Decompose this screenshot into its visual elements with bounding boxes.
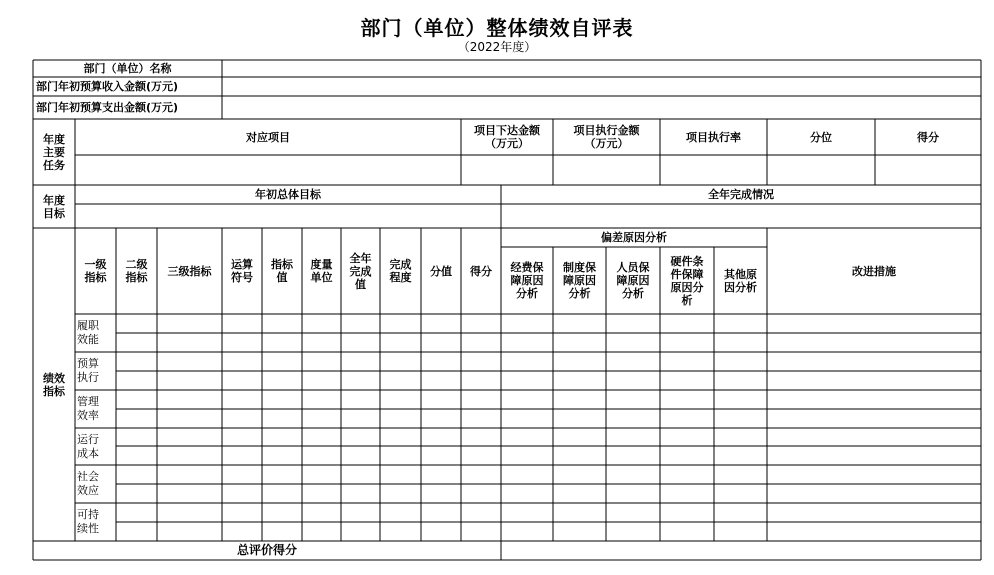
indicator-value-header: 指标 值	[271, 258, 293, 284]
indicator-cell[interactable]	[262, 409, 302, 428]
indicator-cell[interactable]	[714, 371, 767, 390]
indicator-cell[interactable]	[222, 465, 262, 484]
initial-goal-header: 年初总体目标	[255, 188, 321, 201]
project-executed-header: 项目执行金额 （万元）	[573, 124, 640, 150]
level1-item: 履职 效能	[77, 319, 99, 346]
level1-item: 可持 续性	[77, 508, 99, 535]
indicator-cell[interactable]	[116, 484, 157, 503]
indicator-cell[interactable]	[660, 465, 714, 484]
indicator-cell[interactable]	[767, 503, 981, 522]
indicator-cell[interactable]	[421, 352, 461, 371]
indicator-cell[interactable]	[767, 314, 981, 333]
indicator-cell[interactable]	[222, 352, 262, 371]
indicator-cell[interactable]	[606, 484, 660, 503]
indicator-cell[interactable]	[767, 371, 981, 390]
indicator-cell[interactable]	[341, 465, 380, 484]
annual-done-header: 全年 完成 值	[349, 251, 372, 291]
indicator-cell[interactable]	[380, 522, 421, 541]
indicator-cell[interactable]	[421, 503, 461, 522]
indicator-cell[interactable]	[461, 333, 501, 352]
unit-header: 度量 单位	[310, 258, 333, 284]
indicator-cell[interactable]	[606, 428, 660, 446]
indicator-cell[interactable]	[302, 465, 341, 484]
indicator-cell[interactable]	[660, 428, 714, 446]
indicator-cell[interactable]	[660, 390, 714, 409]
level1-item: 管理 效率	[77, 395, 99, 422]
indicator-cell[interactable]	[116, 352, 157, 371]
indicator-cell[interactable]	[553, 409, 606, 428]
annual-goal-label: 年度 目标	[43, 193, 65, 220]
weight-cell[interactable]	[767, 155, 875, 185]
indicator-cell[interactable]	[553, 314, 606, 333]
indicator-cell[interactable]	[262, 314, 302, 333]
initial-goal-value[interactable]	[75, 204, 501, 228]
indicator-cell[interactable]	[262, 333, 302, 352]
indicator-cell[interactable]	[341, 409, 380, 428]
indicator-cell[interactable]	[157, 333, 222, 352]
indicator-cell[interactable]	[660, 314, 714, 333]
indicator-cell[interactable]	[380, 390, 421, 409]
indicator-cell[interactable]	[606, 409, 660, 428]
indicator-cell[interactable]	[660, 352, 714, 371]
indicator-cell[interactable]	[714, 503, 767, 522]
indicator-cell[interactable]	[222, 446, 262, 465]
page-title: 部门（单位）整体绩效自评表	[360, 16, 634, 40]
indicator-cell[interactable]	[501, 465, 553, 484]
indicator-cell[interactable]	[714, 390, 767, 409]
indicator-cell[interactable]	[501, 352, 553, 371]
indicator-cell[interactable]	[302, 522, 341, 541]
indicator-cell[interactable]	[421, 333, 461, 352]
indicator-cell[interactable]	[341, 390, 380, 409]
indicator-cell[interactable]	[421, 465, 461, 484]
indicator-cell[interactable]	[767, 409, 981, 428]
indicator-cell[interactable]	[157, 522, 222, 541]
indicator-cell[interactable]	[461, 428, 501, 446]
indicator-cell[interactable]	[461, 484, 501, 503]
indicator-cell[interactable]	[302, 484, 341, 503]
indicator-cell[interactable]	[302, 390, 341, 409]
indicator-cell[interactable]	[222, 390, 262, 409]
score-cell[interactable]	[875, 155, 981, 185]
indicator-cell[interactable]	[714, 314, 767, 333]
indicator-cell[interactable]	[606, 522, 660, 541]
execution-rate-header: 项目执行率	[686, 130, 741, 144]
indicator-cell[interactable]	[262, 465, 302, 484]
project-allocated-header: 项目下达金额 （万元）	[474, 124, 540, 150]
indicator-cell[interactable]	[606, 371, 660, 390]
indicator-cell[interactable]	[714, 409, 767, 428]
indicator-cell[interactable]	[553, 390, 606, 409]
indicator-cell[interactable]	[553, 522, 606, 541]
level2-header: 二级 指标	[125, 258, 148, 284]
indicator-cell[interactable]	[157, 371, 222, 390]
got-score-header: 得分	[470, 264, 492, 278]
indicator-cell[interactable]	[606, 352, 660, 371]
dept-name-value[interactable]	[222, 60, 981, 77]
funding-reason-header: 经费保 障原因 分析	[510, 261, 544, 300]
dept-name-label: 部门（单位）名称	[83, 62, 172, 75]
indicator-cell[interactable]	[421, 446, 461, 465]
indicator-cell[interactable]	[380, 371, 421, 390]
indicator-cell[interactable]	[380, 409, 421, 428]
level3-header: 三级指标	[167, 264, 212, 278]
indicator-cell[interactable]	[660, 484, 714, 503]
indicator-cell[interactable]	[302, 314, 341, 333]
indicator-cell[interactable]	[767, 333, 981, 352]
indicator-cell[interactable]	[341, 503, 380, 522]
rate-cell[interactable]	[660, 155, 767, 185]
indicator-cell[interactable]	[767, 390, 981, 409]
indicator-cell[interactable]	[714, 446, 767, 465]
completion-value[interactable]	[501, 204, 981, 228]
indicator-cell[interactable]	[157, 390, 222, 409]
indicator-cell[interactable]	[606, 333, 660, 352]
indicator-cell[interactable]	[606, 446, 660, 465]
indicator-cell[interactable]	[606, 465, 660, 484]
indicator-cell[interactable]	[341, 428, 380, 446]
indicator-cell[interactable]	[461, 371, 501, 390]
other-reason-header: 其他原 因分析	[724, 267, 757, 294]
indicator-cell[interactable]	[116, 428, 157, 446]
completion-degree-header: 完成 程度	[389, 258, 412, 284]
indicator-cell[interactable]	[116, 314, 157, 333]
indicator-cell[interactable]	[553, 484, 606, 503]
indicator-cell[interactable]	[262, 390, 302, 409]
indicator-cell[interactable]	[606, 390, 660, 409]
indicator-cell[interactable]	[501, 446, 553, 465]
indicator-cell[interactable]	[380, 484, 421, 503]
weight-header: 分值	[430, 264, 452, 278]
indicator-cell[interactable]	[421, 522, 461, 541]
indicator-cell[interactable]	[262, 352, 302, 371]
indicator-cell[interactable]	[553, 446, 606, 465]
staff-reason-header: 人员保 障原因 分析	[616, 261, 650, 300]
indicator-cell[interactable]	[302, 428, 341, 446]
indicator-cell[interactable]	[302, 409, 341, 428]
indicator-cell[interactable]	[341, 522, 380, 541]
indicator-cell[interactable]	[714, 428, 767, 446]
improvement-header: 改进措施	[852, 264, 896, 278]
indicator-cell[interactable]	[461, 465, 501, 484]
score-weight-header: 分位	[810, 130, 832, 144]
indicator-cell[interactable]	[157, 314, 222, 333]
indicator-cell[interactable]	[380, 333, 421, 352]
indicator-cell[interactable]	[380, 352, 421, 371]
indicator-cell[interactable]	[553, 352, 606, 371]
indicator-cell[interactable]	[380, 428, 421, 446]
indicator-cell[interactable]	[157, 484, 222, 503]
indicator-cell[interactable]	[461, 522, 501, 541]
indicator-cell[interactable]	[767, 446, 981, 465]
indicator-cell[interactable]	[501, 333, 553, 352]
indicator-cell[interactable]	[341, 484, 380, 503]
indicator-cell[interactable]	[222, 314, 262, 333]
indicator-cell[interactable]	[714, 465, 767, 484]
indicator-cell[interactable]	[660, 446, 714, 465]
expense-budget-label: 部门年初预算支出金额(万元)	[36, 101, 179, 114]
indicator-cell[interactable]	[501, 314, 553, 333]
indicator-cell[interactable]	[262, 484, 302, 503]
indicator-cell[interactable]	[767, 352, 981, 371]
indicator-cell[interactable]	[116, 371, 157, 390]
level1-header: 一级 指标	[84, 258, 107, 284]
indicator-cell[interactable]	[501, 428, 553, 446]
indicator-cell[interactable]	[222, 333, 262, 352]
indicator-cell[interactable]	[461, 314, 501, 333]
indicator-cell[interactable]	[262, 446, 302, 465]
indicator-cell[interactable]	[157, 465, 222, 484]
indicator-cell[interactable]	[714, 352, 767, 371]
indicator-cell[interactable]	[222, 371, 262, 390]
indicator-cell[interactable]	[606, 503, 660, 522]
project-cell[interactable]	[75, 155, 461, 185]
indicator-cell[interactable]	[302, 503, 341, 522]
indicator-cell[interactable]	[461, 503, 501, 522]
hardware-reason-header: 硬件条 件保障 原因分 析	[670, 254, 704, 307]
page-subtitle: （2022年度）	[457, 40, 537, 54]
total-score-label: 总评价得分	[236, 543, 297, 557]
total-score-value[interactable]	[501, 541, 981, 560]
indicator-cell[interactable]	[660, 371, 714, 390]
indicator-cell[interactable]	[262, 428, 302, 446]
annual-task-label: 年度 主要 任务	[43, 132, 65, 172]
indicator-cell[interactable]	[341, 314, 380, 333]
executed-cell[interactable]	[553, 155, 660, 185]
system-reason-header: 制度保 障原因 分析	[563, 261, 596, 300]
project-header: 对应项目	[246, 130, 290, 144]
indicator-cell[interactable]	[421, 409, 461, 428]
expense-budget-value[interactable]	[222, 96, 981, 119]
indicator-cell[interactable]	[341, 352, 380, 371]
indicator-cell[interactable]	[157, 428, 222, 446]
indicator-cell[interactable]	[421, 371, 461, 390]
indicator-cell[interactable]	[222, 484, 262, 503]
level1-item: 预算 执行	[77, 357, 99, 384]
indicator-cell[interactable]	[421, 484, 461, 503]
indicator-cell[interactable]	[222, 428, 262, 446]
indicator-cell[interactable]	[501, 409, 553, 428]
indicator-cell[interactable]	[222, 522, 262, 541]
indicator-cell[interactable]	[116, 390, 157, 409]
indicator-cell[interactable]	[553, 503, 606, 522]
indicator-cell[interactable]	[767, 484, 981, 503]
indicator-cell[interactable]	[660, 503, 714, 522]
indicator-cell[interactable]	[767, 428, 981, 446]
indicator-cell[interactable]	[714, 522, 767, 541]
income-budget-label: 部门年初预算收入金额(万元)	[36, 80, 179, 93]
indicator-cell[interactable]	[157, 409, 222, 428]
indicator-cell[interactable]	[262, 503, 302, 522]
indicator-cell[interactable]	[461, 446, 501, 465]
indicator-cell[interactable]	[461, 352, 501, 371]
indicator-cell[interactable]	[660, 522, 714, 541]
indicator-cell[interactable]	[116, 465, 157, 484]
allocated-cell[interactable]	[461, 155, 553, 185]
indicator-cell[interactable]	[380, 446, 421, 465]
score-header: 得分	[917, 130, 939, 144]
indicator-cell[interactable]	[501, 390, 553, 409]
indicator-cell[interactable]	[501, 522, 553, 541]
indicator-cell[interactable]	[262, 371, 302, 390]
indicator-cell[interactable]	[553, 371, 606, 390]
indicator-cell[interactable]	[553, 465, 606, 484]
indicator-cell[interactable]	[421, 390, 461, 409]
indicator-cell[interactable]	[262, 522, 302, 541]
indicator-cell[interactable]	[302, 371, 341, 390]
indicator-cell[interactable]	[606, 314, 660, 333]
indicator-cell[interactable]	[501, 371, 553, 390]
indicator-cell[interactable]	[501, 484, 553, 503]
indicator-cell[interactable]	[553, 428, 606, 446]
perf-indicator-label: 绩效 指标	[43, 371, 65, 398]
indicator-cell[interactable]	[222, 503, 262, 522]
indicator-cell[interactable]	[116, 409, 157, 428]
indicator-cell[interactable]	[660, 333, 714, 352]
indicator-cell[interactable]	[553, 333, 606, 352]
indicator-cell[interactable]	[714, 333, 767, 352]
indicator-cell[interactable]	[714, 484, 767, 503]
indicator-cell[interactable]	[157, 446, 222, 465]
indicator-cell[interactable]	[421, 314, 461, 333]
indicator-cell[interactable]	[302, 446, 341, 465]
operator-header: 运算 符号	[231, 258, 253, 284]
indicator-cell[interactable]	[421, 428, 461, 446]
level1-item: 运行 成本	[77, 432, 99, 460]
indicator-cell[interactable]	[222, 409, 262, 428]
indicator-cell[interactable]	[380, 314, 421, 333]
indicator-cell[interactable]	[116, 333, 157, 352]
indicator-cell[interactable]	[116, 503, 157, 522]
indicator-cell[interactable]	[767, 522, 981, 541]
indicator-cell[interactable]	[660, 409, 714, 428]
indicator-cell[interactable]	[341, 333, 380, 352]
indicator-cell[interactable]	[501, 503, 553, 522]
indicator-cell[interactable]	[302, 333, 341, 352]
level1-item: 社会 效应	[77, 470, 99, 497]
indicator-cell[interactable]	[341, 371, 380, 390]
indicator-cell[interactable]	[341, 446, 380, 465]
completion-header: 全年完成情况	[708, 188, 774, 201]
indicator-cell[interactable]	[157, 352, 222, 371]
indicator-cell[interactable]	[302, 352, 341, 371]
indicator-cell[interactable]	[380, 503, 421, 522]
indicator-cell[interactable]	[116, 522, 157, 541]
income-budget-value[interactable]	[222, 77, 981, 96]
indicator-cell[interactable]	[157, 503, 222, 522]
indicator-cell[interactable]	[461, 409, 501, 428]
indicator-cell[interactable]	[116, 446, 157, 465]
indicator-cell[interactable]	[767, 465, 981, 484]
indicator-cell[interactable]	[380, 465, 421, 484]
deviation-analysis-header: 偏差原因分析	[601, 231, 667, 244]
indicator-cell[interactable]	[461, 390, 501, 409]
